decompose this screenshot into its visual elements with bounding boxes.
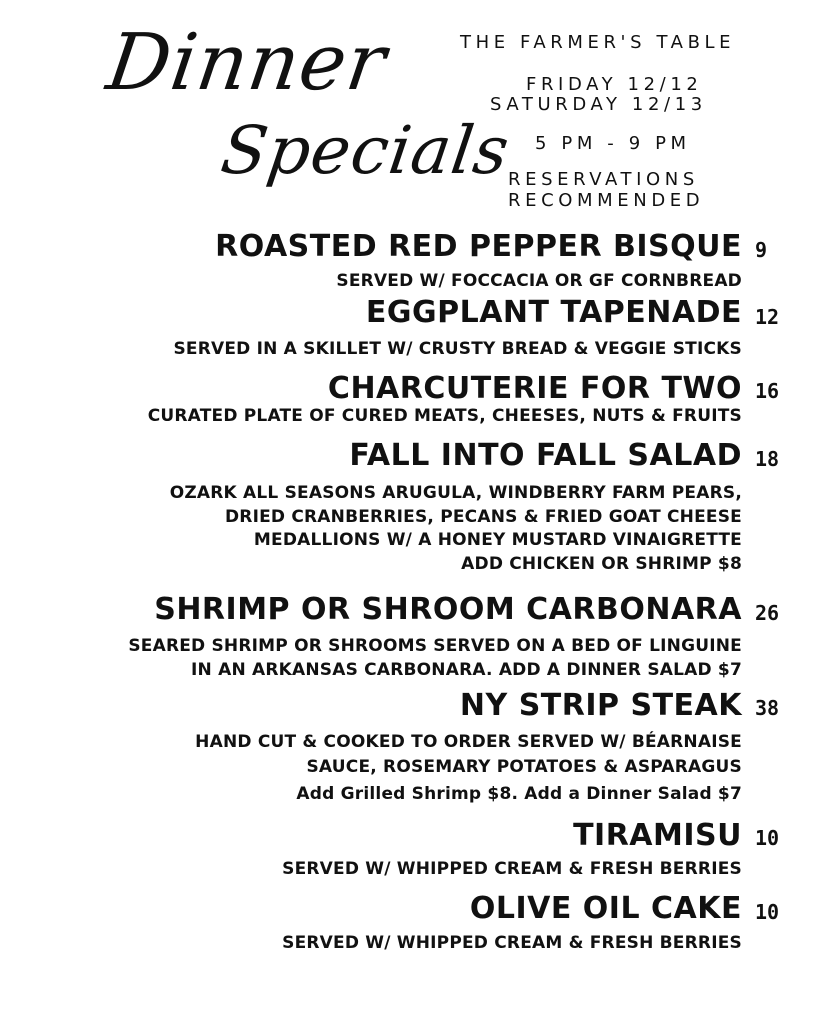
item-description: DRIED CRANBERRIES, PECANS & FRIED GOAT CHEESE <box>224 507 742 527</box>
title-specials: Specials <box>216 112 515 189</box>
item-description: Add Grilled Shrimp $8. Add a Dinner Salad $7 <box>296 784 742 804</box>
item-description: SERVED W/ WHIPPED CREAM & FRESH BERRIES <box>282 859 742 879</box>
item-price: 18 <box>755 447 780 471</box>
date-friday: FRIDAY 12/12 <box>526 74 703 95</box>
item-description: IN AN ARKANSAS CARBONARA. ADD A DINNER SALAD $7 <box>191 660 742 680</box>
date-saturday: SATURDAY 12/13 <box>490 94 707 115</box>
item-description: SERVED IN A SKILLET W/ CRUSTY BREAD & VEGGIE STICKS <box>173 339 742 359</box>
item-description: SERVED W/ WHIPPED CREAM & FRESH BERRIES <box>282 933 742 953</box>
item-description: ADD CHICKEN OR SHRIMP $8 <box>461 554 742 574</box>
item-description: OZARK ALL SEASONS ARUGULA, WINDBERRY FARM PEARS, <box>169 483 742 503</box>
item-name: FALL INTO FALL SALAD <box>349 438 742 473</box>
item-name: TIRAMISU <box>573 818 742 853</box>
item-price: 9 <box>755 238 768 262</box>
service-hours: 5 PM - 9 PM <box>535 133 691 154</box>
item-price: 10 <box>755 900 780 924</box>
item-name: SHRIMP OR SHROOM CARBONARA <box>154 592 742 627</box>
restaurant-name: THE FARMER'S TABLE <box>460 32 736 53</box>
item-description: SEARED SHRIMP OR SHROOMS SERVED ON A BED OF LINGUINE <box>128 636 742 656</box>
item-price: 16 <box>755 379 780 403</box>
item-price: 12 <box>755 305 780 329</box>
item-description: HAND CUT & COOKED TO ORDER SERVED W/ BÉARNAISE <box>195 732 742 752</box>
reservations-line-2: RECOMMENDED <box>508 190 705 211</box>
item-name: NY STRIP STEAK <box>459 688 742 723</box>
item-name: CHARCUTERIE FOR TWO <box>327 371 742 406</box>
reservations-line-1: RESERVATIONS <box>508 169 699 190</box>
item-name: ROASTED RED PEPPER BISQUE <box>215 229 742 264</box>
item-name: EGGPLANT TAPENADE <box>365 295 742 330</box>
item-description: SAUCE, ROSEMARY POTATOES & ASPARAGUS <box>306 757 742 777</box>
item-description: MEDALLIONS W/ A HONEY MUSTARD VINAIGRETTE <box>253 530 742 550</box>
title-dinner: Dinner <box>101 18 392 108</box>
item-price: 10 <box>755 826 780 850</box>
item-description: CURATED PLATE OF CURED MEATS, CHEESES, NUTS & FRUITS <box>147 406 742 426</box>
item-description: SERVED W/ FOCCACIA OR GF CORNBREAD <box>336 271 742 291</box>
item-price: 26 <box>755 601 780 625</box>
item-price: 38 <box>755 696 780 720</box>
item-name: OLIVE OIL CAKE <box>469 891 742 926</box>
